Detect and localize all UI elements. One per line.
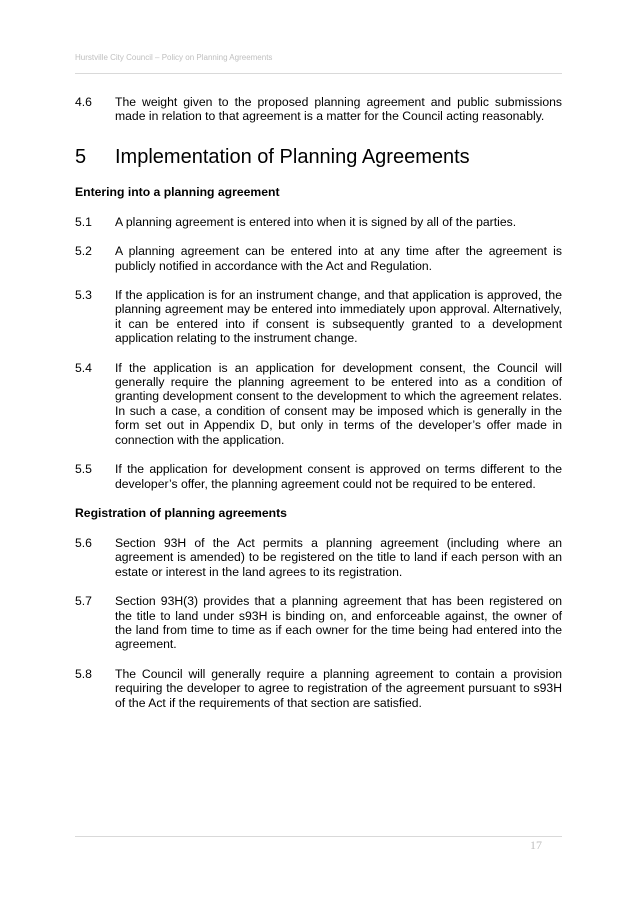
clause-5-1 xyxy=(75,215,562,229)
clause-5-3 xyxy=(75,288,562,346)
clause-text: If the application is for an instrument change, and that application is approved, the planning agreement may be entered into immediately upon approval. Alternatively, it can be entered into if consent is subsequently granted to a development application relating to the instrument change. xyxy=(115,288,562,346)
header-divider xyxy=(75,73,562,74)
section-number: 5 xyxy=(75,145,87,168)
clause-text: If the application is an application for development consent, the Council will generally require the planning agreement to be entered into as a condition of granting development consent to the development to which the agreement relates. In such a case, a condition of consent may be imposed which is generally in the form set out in Appendix D, but only in terms of the developer’s offer made in connection with the application. xyxy=(115,360,562,447)
clause-4-6 xyxy=(75,95,562,124)
subheading-entering: Entering into a planning agreement xyxy=(75,184,280,199)
clause-text: The weight given to the proposed planning agreement and public submissions made in relation to that agreement is a matter for the Council acting reasonably. xyxy=(115,95,562,124)
clause-number: 5.2 xyxy=(75,244,92,259)
clause-5-5 xyxy=(75,462,562,491)
clause-text: The Council will generally require a planning agreement to contain a provision requiring the developer to agree to registration of the agreement pursuant to s93H of the Act if the requirements of that section are satisfied. xyxy=(115,666,562,710)
clause-number: 5.5 xyxy=(75,462,92,477)
section-title: Implementation of Planning Agreements xyxy=(115,145,470,168)
section-heading xyxy=(75,145,562,169)
subheading-registration: Registration of planning agreements xyxy=(75,505,287,520)
page-number: 17 xyxy=(530,838,542,852)
clause-text: Section 93H of the Act permits a planning agreement (including where an agreement is amended) to be registered on the title to land if each person with an estate or interest in the land agrees to its registration. xyxy=(115,535,562,579)
clause-5-8 xyxy=(75,667,562,710)
running-header: Hurstville City Council – Policy on Planning Agreements xyxy=(75,53,273,62)
clause-5-2 xyxy=(75,244,562,273)
clause-5-6 xyxy=(75,536,562,579)
clause-5-4 xyxy=(75,361,562,447)
clause-number: 5.8 xyxy=(75,666,92,681)
clause-text: Section 93H(3) provides that a planning agreement that has been registered on the title to land under s93H is binding on, and enforceable against, the owner of the land from time to time as if each owner for the time being had entered into the agreement. xyxy=(115,594,562,652)
clause-number: 5.1 xyxy=(75,214,92,229)
clause-number: 5.7 xyxy=(75,594,92,609)
clause-5-7 xyxy=(75,594,562,652)
clause-number: 5.6 xyxy=(75,535,92,550)
clause-text: A planning agreement can be entered into at any time after the agreement is publicly notified in accordance with the Act and Regulation. xyxy=(115,244,562,273)
footer-divider xyxy=(75,836,562,837)
clause-number: 5.3 xyxy=(75,288,92,303)
document-body xyxy=(75,95,562,725)
clause-number: 5.4 xyxy=(75,360,92,375)
clause-text: A planning agreement is entered into when it is signed by all of the parties. xyxy=(115,214,517,229)
clause-number: 4.6 xyxy=(75,95,92,109)
clause-text: If the application for development consent is approved on terms different to the developer’s offer, the planning agreement could not be required to be entered. xyxy=(115,462,562,491)
